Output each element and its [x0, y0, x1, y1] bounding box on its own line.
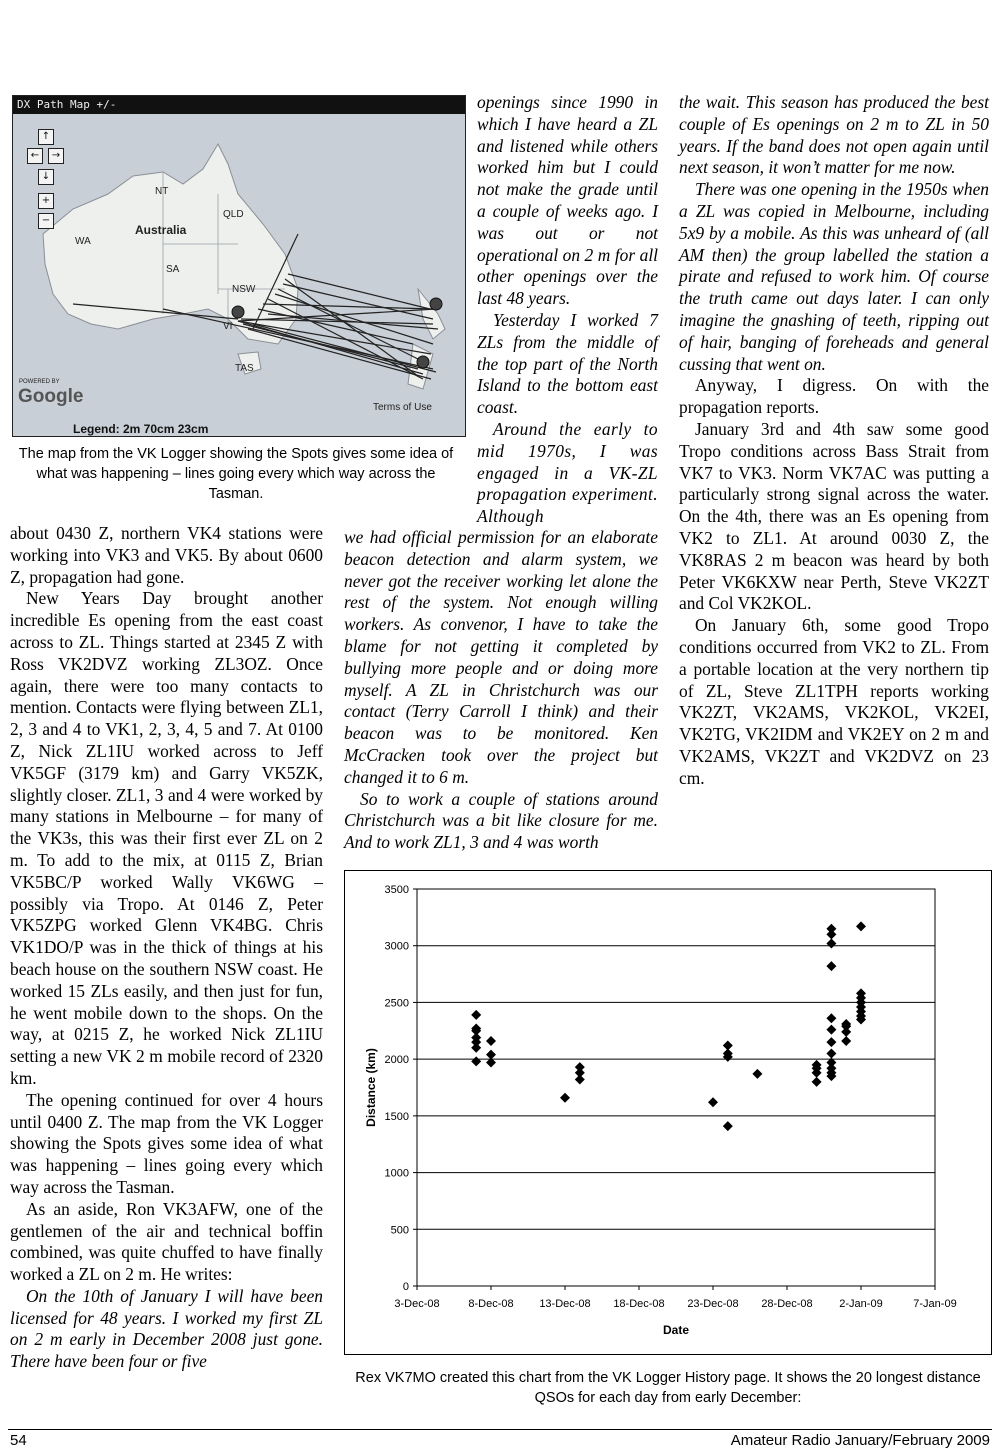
chart-caption: Rex VK7MO created this chart from the VK Logger History page. It shows the 20 longest distance QSOs for each day from early December: [355, 1370, 981, 1406]
terms-link[interactable]: Terms of Use [373, 402, 432, 413]
label-australia: Australia [135, 223, 187, 237]
column3 [679, 92, 989, 790]
y-tick-label: 1500 [384, 1110, 409, 1123]
chart-svg [345, 871, 990, 1353]
paragraph: Yesterday I worked 7 ZLs from the middle of the top part of the North Island to the bottom east coast. [477, 309, 658, 418]
label-wa: WA [75, 236, 91, 247]
x-tick-label: 13-Dec-08 [539, 1298, 591, 1310]
pan-up-button[interactable]: ↑ [38, 129, 54, 145]
page-number: 54 [10, 1432, 27, 1449]
plot-area [417, 889, 935, 1286]
x-tick-label: 8-Dec-08 [468, 1298, 514, 1310]
paragraph: January 3rd and 4th saw some good Tropo conditions across Bass Strait from VK7 to VK3. Norm VK7AC was putting a particularly strong signal across the water. On the 4th, there was an Es opening from VK2 to ZL1. At around 0030 Z, the VK8RAS 2 m beacon was heard by both Peter VK6KXW near Perth, Steve VK2ZT and Col VK2KOL. [679, 418, 989, 614]
map-legend: Legend: 2m 70cm 23cm [73, 422, 209, 436]
map-title-bar: DX Path Map +/- [13, 96, 465, 114]
google-logo: Google [18, 386, 84, 407]
column2-bottom [344, 527, 658, 854]
zoom-in-button[interactable]: + [38, 193, 54, 209]
y-tick-label: 500 [390, 1224, 409, 1237]
x-axis-label: Date [662, 1323, 690, 1337]
y-axis-label: Distance (km) [364, 1048, 378, 1127]
paragraph: On the 10th of January I will have been licensed for 48 years. I worked my first ZL on 2 m early in December 2008 just gone. There have been four or five [10, 1285, 323, 1372]
footer-rule [8, 1429, 992, 1430]
y-tick-label: 2500 [384, 997, 409, 1010]
y-tick-label: 1000 [384, 1167, 409, 1180]
y-tick-label: 3000 [384, 940, 409, 953]
x-tick-label: 3-Dec-08 [394, 1298, 440, 1310]
paragraph: the wait. This season has produced the best couple of Es openings on 2 m to ZL in 50 years. If the band does not open again until next season, it won’t matter for me now. [679, 92, 989, 178]
paragraph: Anyway, I digress. On with the propagation reports. [679, 375, 989, 418]
column1 [10, 523, 323, 1373]
map-caption: The map from the VK Logger showing the Spots gives some idea of what was happening – lines going every which way across the Tasman. [18, 446, 454, 502]
powered-by-label: POWERED BY [19, 379, 60, 385]
pan-left-button[interactable]: ← [27, 148, 43, 164]
x-tick-label: 23-Dec-08 [687, 1298, 739, 1310]
paragraph: There was one opening in the 1950s when a ZL was copied in Melbourne, including 5x9 by a mobile. As this was unheard of (all AM then) the group labelled the station a pirate and refused to work him. Of course the truth came out days later. I can only imagine the gnashing of teeth, ripping out of hair, banging of foreheads and general cussing that went on. [679, 179, 989, 374]
x-tick-label: 2-Jan-09 [839, 1298, 883, 1310]
publication-line: Amateur Radio January/February 2009 [730, 1432, 990, 1449]
paragraph: about 0430 Z, northern VK4 stations were working into VK3 and VK5. By about 0600 Z, propagation had gone. [10, 523, 323, 587]
label-tas: TAS [235, 363, 254, 374]
distance-chart [344, 870, 992, 1355]
paragraph: So to work a couple of stations around Christchurch was a bit like closure for me. And to work ZL1, 3 and 4 was worth [344, 788, 658, 853]
paragraph: we had official permission for an elaborate beacon detection and alarm system, we never got the receiver working let alone the rest of the system. Not enough willing workers. As convenor, I have to take the blame for not getting it completed by bullying more people and or doing more myself. A ZL in Christchurch was our contact (Terry Carroll I think) and their beacon was to be monitored. Ken McCracken took over the project but changed it to 6 m. [344, 527, 658, 787]
y-tick-label: 2000 [384, 1054, 409, 1067]
y-tick-label: 3500 [384, 884, 409, 896]
label-nsw: NSW [232, 284, 256, 295]
paragraph: On January 6th, some good Tropo conditions occurred from VK2 to ZL. From a portable location at the very northern tip of ZL, Steve ZL1TPH reports working VK2ZT, VK2AMS, VK2KOL, VK2EI, VK2TG, VK2IDM and VK2EY on 2 m and VK2AMS, VK2ZT and VK2DVZ on 23 cm. [679, 615, 989, 788]
pan-right-button[interactable]: → [48, 148, 64, 164]
pan-down-button[interactable]: ↓ [38, 169, 54, 185]
y-tick-label: 0 [402, 1281, 409, 1293]
x-tick-label: 7-Jan-09 [913, 1298, 957, 1310]
zoom-out-button[interactable]: − [38, 213, 54, 229]
paragraph: Around the early to mid 1970s, I was engaged in a VK-ZL propagation experiment. Although [477, 418, 658, 527]
label-sa: SA [166, 264, 180, 275]
dx-path-map [12, 95, 466, 437]
column2-top [477, 92, 658, 528]
label-qld: QLD [223, 209, 244, 220]
x-tick-label: 18-Dec-08 [613, 1298, 665, 1310]
label-nt: NT [155, 186, 169, 197]
paragraph: New Years Day brought another incredible Es opening from the east coast across to ZL. Things started at 2345 Z with Ross VK2DVZ working ZL3OZ. Once again, there were too many contacts to mention. Contacts were flying between ZL1, 2, 3 and 4 to VK1, 2, 3, 4, 5 and 7. At 0100 Z, Nick ZL1IU worked across to Jeff VK5GF (3179 km) and Garry VK5ZK, slightly closer. ZL1, 3 and 4 were worked by many stations in Melbourne – for many of the VK3s, this was their first ever ZL on 2 m. To add to the mix, at 0115 Z, Brian VK5BC/P worked Wally VK6WG – possibly via Tropo. At 0146 Z, Peter VK5ZPG worked Glenn VK4BG. Chris VK1DO/P was in the thick of things at his beach house on the southern NSW coast. He worked 15 ZLs easily, and then just for fun, he went mobile down to the shops. On the way, at 0215 Z, he worked Nick ZL1IU setting a new VK 2 m mobile record of 2320 km. [10, 588, 323, 1088]
label-vic: VI [223, 321, 233, 332]
paragraph: openings since 1990 in which I have heard a ZL and listened while others worked him but I could not make the grade until a couple of weeks ago. I was out or not operational on 2 m for all other openings over the last 48 years. [477, 92, 658, 309]
paragraph: As an aside, Ron VK3AFW, one of the gentlemen of the air and technical boffin combined, was quite chuffed to have finally worked a ZL on 2 m. He writes: [10, 1198, 323, 1285]
paragraph: The opening continued for over 4 hours until 0400 Z. The map from the VK Logger showing the Spots gives some idea of what was happening – lines going every which way across the Tasman. [10, 1089, 323, 1197]
x-tick-label: 28-Dec-08 [761, 1298, 813, 1310]
